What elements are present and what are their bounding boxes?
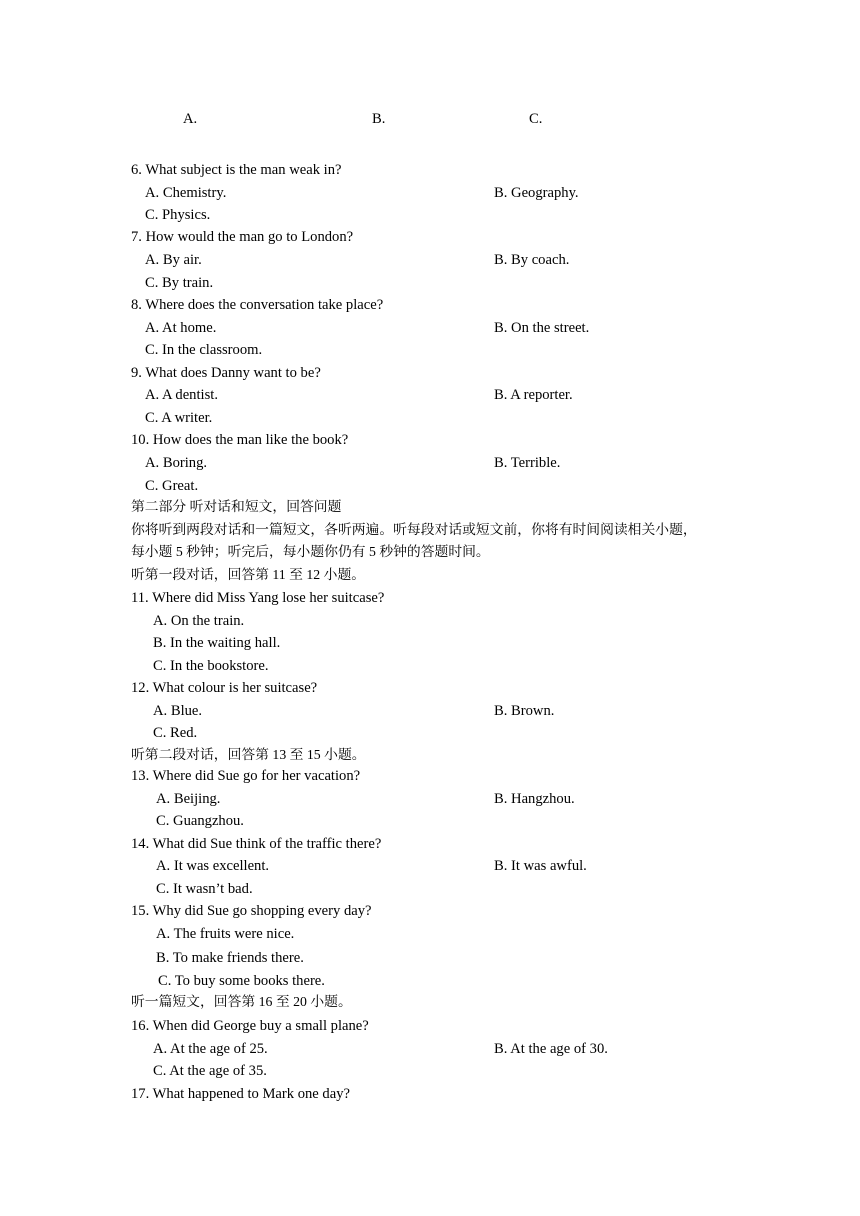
passage-instruction: 听一篇短文，回答第 16 至 20 小题。	[131, 994, 352, 1009]
part2-instructions-line2: 每小题 5 秒钟；听完后，每小题你仍有 5 秒钟的答题时间。	[131, 544, 490, 559]
q10-option-c: C. Great.	[145, 478, 199, 494]
q15-option-c: C. To buy some books there.	[158, 973, 325, 989]
question-11: 11. Where did Miss Yang lose her suitcase?	[131, 590, 385, 606]
q10-option-a: A. Boring.	[145, 455, 208, 471]
question-17: 17. What happened to Mark one day?	[131, 1086, 350, 1102]
q8-option-a: A. At home.	[145, 320, 217, 336]
q9-option-c: C. A writer.	[145, 410, 213, 426]
picture-option-a: A.	[183, 111, 198, 127]
q16-option-b: B. At the age of 30.	[494, 1041, 608, 1057]
question-12: 12. What colour is her suitcase?	[131, 680, 318, 696]
question-14: 14. What did Sue think of the traffic there?	[131, 836, 382, 852]
q9-option-b: B. A reporter.	[494, 387, 573, 403]
q8-option-c: C. In the classroom.	[145, 342, 263, 358]
question-16: 16. When did George buy a small plane?	[131, 1018, 369, 1034]
dialog1-instruction: 听第一段对话，回答第 11 至 12 小题。	[131, 567, 366, 582]
q13-option-b: B. Hangzhou.	[494, 791, 575, 807]
question-7: 7. How would the man go to London?	[131, 229, 354, 245]
q12-option-b: B. Brown.	[494, 703, 555, 719]
q7-option-c: C. By train.	[145, 275, 214, 291]
picture-option-c: C.	[529, 111, 543, 127]
q10-option-b: B. Terrible.	[494, 455, 561, 471]
q14-option-a: A. It was excellent.	[156, 858, 270, 874]
q6-option-b: B. Geography.	[494, 185, 579, 201]
q13-option-c: C. Guangzhou.	[156, 813, 244, 829]
q7-option-b: B. By coach.	[494, 252, 570, 268]
question-9: 9. What does Danny want to be?	[131, 365, 321, 381]
q9-option-a: A. A dentist.	[145, 387, 218, 403]
q7-option-a: A. By air.	[145, 252, 202, 268]
q14-option-b: B. It was awful.	[494, 858, 587, 874]
question-15: 15. Why did Sue go shopping every day?	[131, 903, 372, 919]
q6-option-c: C. Physics.	[145, 207, 211, 223]
question-8: 8. Where does the conversation take place?	[131, 297, 384, 313]
q12-option-a: A. Blue.	[153, 703, 203, 719]
q13-option-a: A. Beijing.	[156, 791, 221, 807]
q16-option-c: C. At the age of 35.	[153, 1063, 267, 1079]
question-6: 6. What subject is the man weak in?	[131, 162, 342, 178]
q14-option-c: C. It wasn’t bad.	[156, 881, 253, 897]
q16-option-a: A. At the age of 25.	[153, 1041, 268, 1057]
q11-option-c: C. In the bookstore.	[153, 658, 269, 674]
q11-option-b: B. In the waiting hall.	[153, 635, 281, 651]
q15-option-a: A. The fruits were nice.	[156, 926, 295, 942]
q6-option-a: A. Chemistry.	[145, 185, 227, 201]
part2-title: 第二部分 听对话和短文，回答问题	[131, 499, 342, 514]
q11-option-a: A. On the train.	[153, 613, 245, 629]
dialog2-instruction: 听第二段对话，回答第 13 至 15 小题。	[131, 747, 366, 762]
question-10: 10. How does the man like the book?	[131, 432, 349, 448]
q12-option-c: C. Red.	[153, 725, 198, 741]
question-13: 13. Where did Sue go for her vacation?	[131, 768, 361, 784]
part2-instructions-line1: 你将听到两段对话和一篇短文，各听两遍。听每段对话或短文前，你将有时间阅读相关小题，	[131, 522, 697, 537]
picture-option-b: B.	[372, 111, 386, 127]
q15-option-b: B. To make friends there.	[156, 950, 304, 966]
q8-option-b: B. On the street.	[494, 320, 590, 336]
